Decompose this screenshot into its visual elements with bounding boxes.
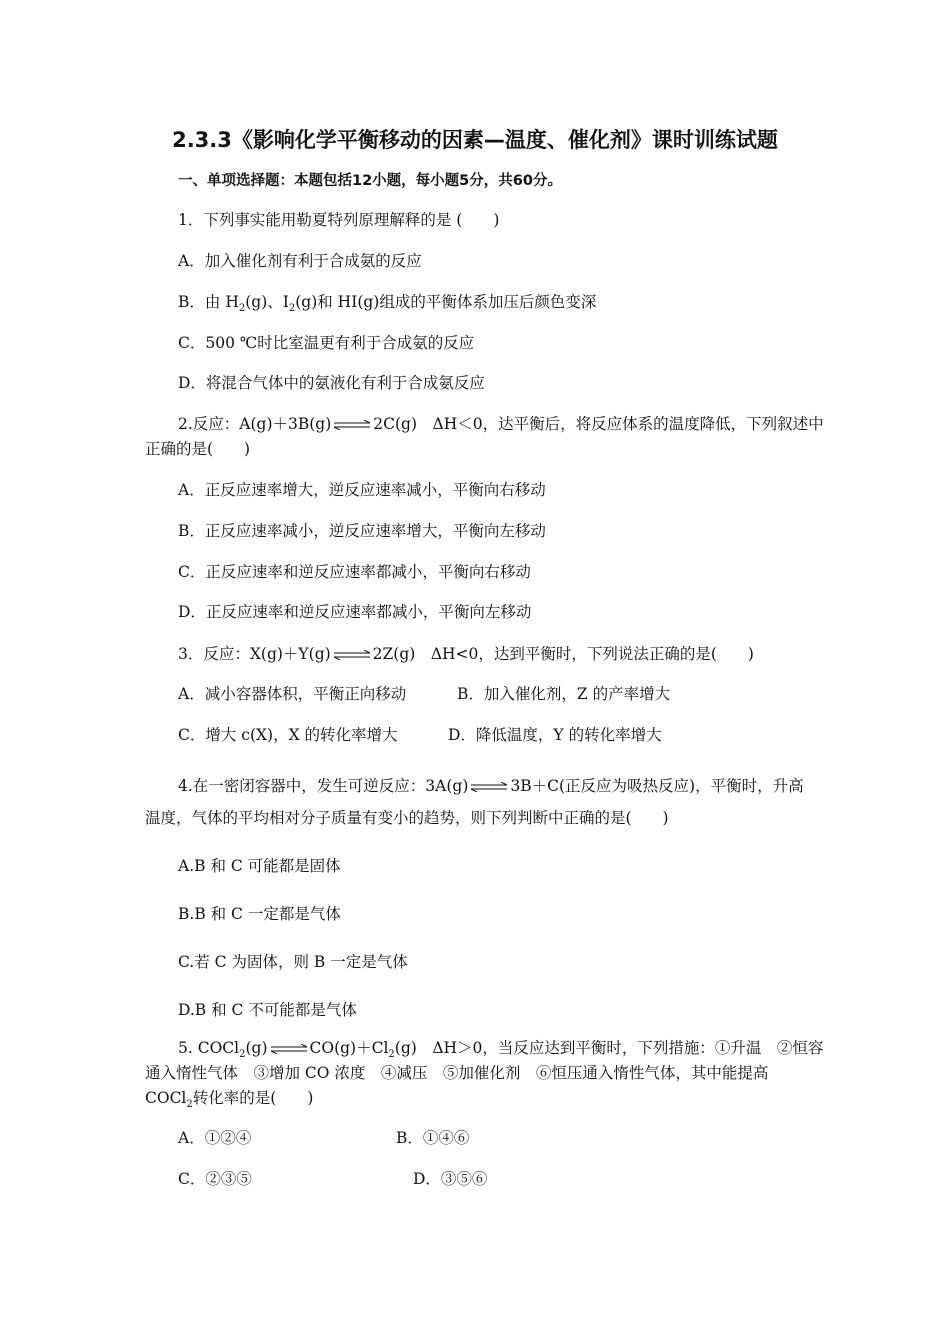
q1-option-b: B．由 $H_2(g)$、$I_2(g)$和 HI(g)组成的平衡体系加压后颜色变深 (178, 293, 597, 315)
q1-option-a: A．加入催化剂有利于合成氨的反应 (178, 252, 422, 270)
q4-option-a: A.B 和 C 可能都是固体 (178, 857, 341, 875)
q5-stem: 5. COCl$_2$(g) $CO(g)+Cl_2(g)$ ΔH＞0，当反应达到平衡时，下列措施：①升温 ②恒容 (178, 1039, 824, 1061)
q4-option-d: D.B 和 C 不可能都是气体 (178, 1001, 357, 1019)
q1-option-c: C．500 ℃时比室温更有利于合成氨的反应 (178, 334, 475, 352)
q5-stem-line3: COCl$_2$转化率的是( ) (145, 1089, 314, 1111)
equilibrium-arrow-icon (469, 782, 509, 792)
q5-option-c: C．②③⑤ (178, 1170, 252, 1188)
q4-option-c: C.若 C 为固体，则 B 一定是气体 (178, 953, 408, 971)
equilibrium-arrow-icon (269, 1044, 309, 1054)
q3-option-a: A．减小容器体积，平衡正向移动 (178, 685, 407, 703)
q5-stem-line2: 通入惰性气体 ③增加 CO 浓度 ④减压 ⑤加催化剂 ⑥恒压通入惰性气体，其中能提高 (145, 1064, 769, 1082)
q4-stem: 4.在一密闭容器中，发生可逆反应：3A(g) 3B＋C(正反应为吸热反应)，平衡时，升高 (178, 777, 804, 795)
q5-option-a: A．①②④ (178, 1129, 252, 1147)
q3-option-d: D．降低温度，Y 的转化率增大 (448, 726, 662, 744)
equilibrium-arrow-icon (332, 650, 372, 660)
q3-option-b: B．加入催化剂，Z 的产率增大 (457, 685, 671, 703)
q5-option-b: B．①④⑥ (396, 1129, 470, 1147)
q4-option-b: B.B 和 C 一定都是气体 (178, 905, 341, 923)
equilibrium-arrow-icon (332, 420, 372, 430)
q1-stem: 1．下列事实能用勒夏特列原理解释的是 ( ) (178, 211, 500, 229)
q2-stem: 2.反应：A(g)＋3B(g) 2C(g) ΔH＜0，达平衡后，将反应体系的温度降低，下列叙述中 (178, 415, 824, 433)
q3-stem: 3．反应：X(g)＋Y(g) 2Z(g) ΔH<0，达到平衡时，下列说法正确的是( ) (178, 645, 754, 663)
section-heading: 一、单项选择题：本题包括12小题，每小题5分，共60分。 (178, 173, 562, 189)
q5-option-d: D．③⑤⑥ (413, 1170, 488, 1188)
page-title: 2.3.3《影响化学平衡移动的因素—温度、催化剂》课时训练试题 (172, 128, 778, 152)
q2-option-b: B．正反应速率减小，逆反应速率增大，平衡向左移动 (178, 522, 546, 540)
q1-option-d: D．将混合气体中的氨液化有利于合成氨反应 (178, 374, 485, 392)
q2-option-d: D．正反应速率和逆反应速率都减小，平衡向左移动 (178, 603, 532, 621)
q2-option-c: C．正反应速率和逆反应速率都减小，平衡向右移动 (178, 563, 531, 581)
q2-option-a: A．正反应速率增大，逆反应速率减小，平衡向右移动 (178, 481, 546, 499)
q4-stem-line2: 温度，气体的平均相对分子质量有变小的趋势，则下列判断中正确的是( ) (145, 809, 669, 827)
q3-option-c: C．增大 c(X)，X 的转化率增大 (178, 726, 398, 744)
q2-stem-line2: 正确的是( ) (145, 440, 251, 458)
